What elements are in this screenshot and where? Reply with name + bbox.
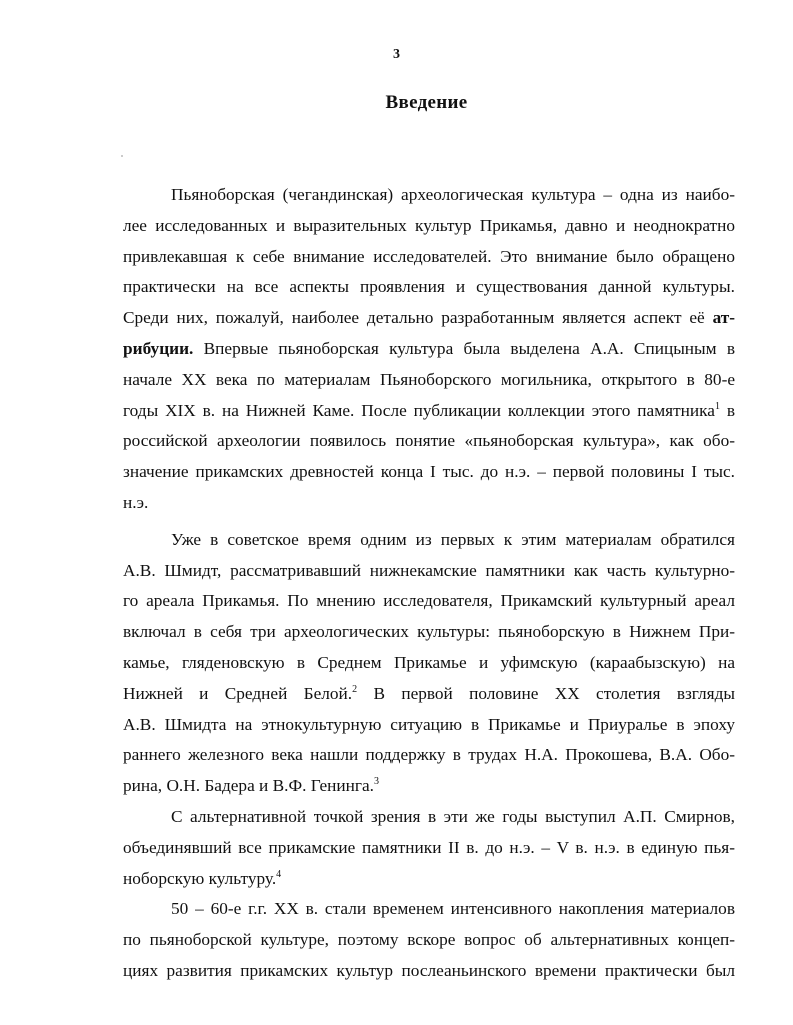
text-line: н.э. bbox=[123, 492, 149, 512]
text-line: 50 – 60-е г.г. XX в. стали временем интенсивного накопления материалов bbox=[171, 899, 735, 919]
text-line: лее исследованных и выразительных культур Прикамья, давно и неоднократно bbox=[123, 215, 735, 235]
text-line: практически на все аспекты проявления и существования данной культуры. bbox=[123, 277, 735, 297]
text-line: по пьяноборской культуре, поэтому вскоре вопрос об альтернативных концеп- bbox=[123, 930, 735, 950]
text-fragment: ноборскую культуру. bbox=[123, 868, 277, 888]
text-fragment: годы XIX в. на Нижней Каме. После публикации коллекции этого памятника bbox=[123, 400, 715, 420]
text-line: А.В. Шмидт, рассматривавший нижнекамские памятники как часть культурно- bbox=[123, 560, 735, 580]
text-line: С альтернативной точкой зрения в эти же годы выступил А.П. Смирнов, bbox=[171, 806, 735, 826]
footnote-ref[interactable]: 2 bbox=[352, 683, 358, 695]
scan-speck bbox=[121, 155, 123, 157]
text-line bbox=[123, 864, 735, 895]
text-fragment: в bbox=[719, 400, 735, 420]
text-line: А.В. Шмидта на этнокультурную ситуацию в Прикамье и Приуралье в эпоху bbox=[123, 714, 735, 734]
bold-term: рибуции. bbox=[123, 338, 194, 358]
text-line bbox=[123, 334, 735, 365]
text-fragment: Нижней и Средней Белой. bbox=[123, 683, 353, 703]
page-title: Введение bbox=[385, 92, 468, 113]
text-line: объединявший все прикамские памятники II в. до н.э. – V в. н.э. в единую пья- bbox=[123, 837, 735, 857]
text-line bbox=[123, 771, 735, 802]
text-line bbox=[123, 679, 735, 710]
text-line: раннего железного века нашли поддержку в трудах Н.А. Прокошева, В.А. Обо- bbox=[123, 745, 735, 765]
text-fragment: Среди них, пожалуй, наиболее детально разработанным является аспект её bbox=[123, 308, 713, 328]
text-line: камье, гляденовскую в Среднем Прикамье и уфимскую (караабызскую) на bbox=[123, 652, 735, 672]
text-line: привлекавшая к себе внимание исследователей. Это внимание было обращено bbox=[123, 246, 735, 266]
text-line: российской археологии появилось понятие «пьяноборская культура», как обо- bbox=[123, 431, 735, 451]
page-number: 3 bbox=[393, 47, 400, 62]
paragraph bbox=[123, 894, 735, 986]
text-line: го ареала Прикамья. По мнению исследователя, Прикамский культурный ареал bbox=[123, 591, 735, 611]
text-line: включал в себя три археологических культуры: пьяноборскую в Нижнем При- bbox=[123, 622, 735, 642]
paragraph bbox=[123, 802, 735, 894]
text-line: значение прикамских древностей конца I тыс. до н.э. – первой половины I тыс. bbox=[123, 462, 735, 482]
body-text bbox=[123, 180, 735, 987]
paragraph bbox=[123, 525, 735, 802]
footnote-ref[interactable]: 4 bbox=[276, 868, 282, 880]
footnote-ref[interactable]: 1 bbox=[714, 400, 720, 412]
text-line: начале XX века по материалам Пьяноборского могильника, открытого в 80-е bbox=[123, 369, 735, 389]
text-line: Уже в советское время одним из первых к этим материалам обратился bbox=[171, 529, 735, 549]
text-line: Пьяноборская (чегандинская) археологическая культура – одна из наибо- bbox=[171, 185, 735, 204]
footnote-ref[interactable]: 3 bbox=[373, 776, 379, 788]
bold-term: ат- bbox=[712, 308, 735, 328]
text-fragment: В первой половине XX столетия взгляды bbox=[357, 683, 735, 703]
paragraph bbox=[123, 180, 735, 519]
text-line: циях развития прикамских культур послеаньинского времени практически был bbox=[123, 960, 735, 980]
text-line bbox=[123, 396, 735, 427]
text-line bbox=[123, 303, 735, 334]
text-fragment: Впервые пьяноборская культура была выделена А.А. Спицыным в bbox=[193, 338, 735, 358]
text-fragment: рина, О.Н. Бадера и В.Ф. Генинга. bbox=[123, 776, 374, 796]
